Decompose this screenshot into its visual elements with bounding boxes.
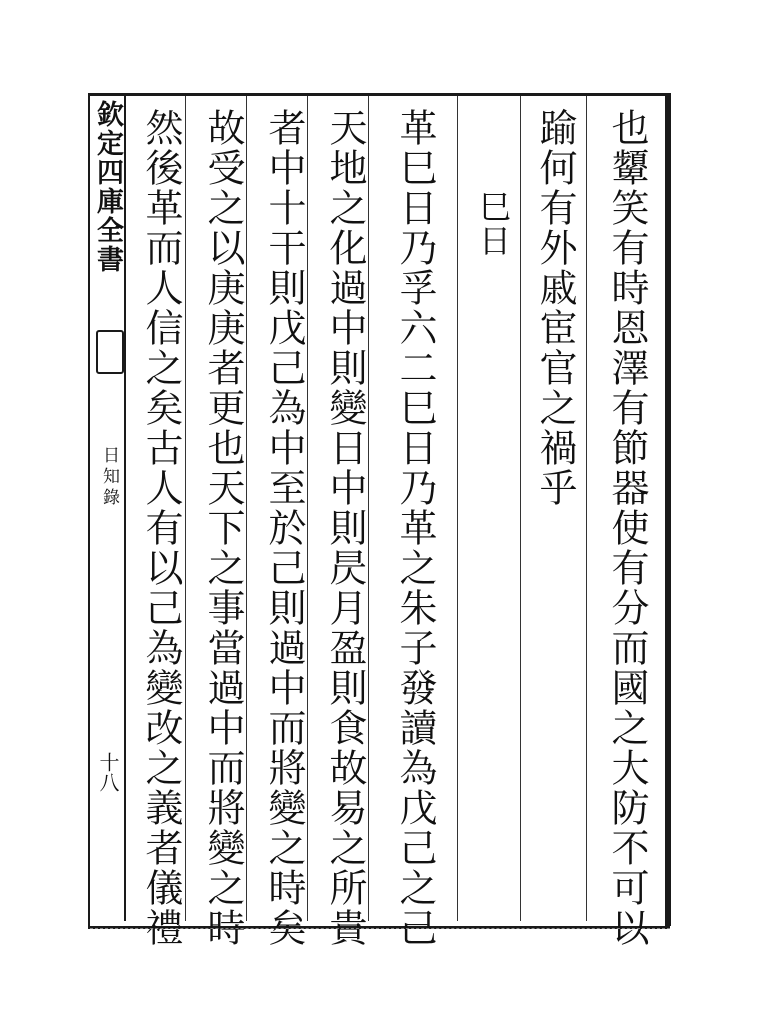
text-column-6: 者中十干則戊己為中至於己則過中而將變之時矣 xyxy=(262,108,306,948)
column-rule xyxy=(520,96,521,921)
margin-title: 欽定四庫全書 xyxy=(92,100,123,274)
section-heading: 巳日 xyxy=(474,190,512,258)
juan-marker-box xyxy=(96,330,124,374)
text-column-2: 踰何有外戚宦官之禍乎 xyxy=(533,108,577,508)
text-column-1: 也顰笑有時恩澤有節器使有分而國之大防不可以 xyxy=(605,108,649,948)
frame-right-border xyxy=(665,93,671,926)
column-rule xyxy=(586,96,587,921)
text-column-8: 然後革而人信之矣古人有以己為變改之義者儀禮 xyxy=(139,108,183,948)
text-column-4: 革巳日乃孚六二巳日乃革之朱子發讀為戊己之己 xyxy=(393,108,437,948)
text-column-5: 天地之化過中則變日中則昃月盈則食故易之所貴 xyxy=(323,108,367,948)
column-rule xyxy=(457,96,458,921)
margin-divider xyxy=(124,96,126,921)
margin-book-title: 日知錄 xyxy=(99,446,119,509)
text-column-7: 故受之以庚庚者更也天下之事當過中而將變之時 xyxy=(201,108,245,948)
folio-number: 十八 xyxy=(96,752,120,792)
scan-edge xyxy=(90,924,670,929)
